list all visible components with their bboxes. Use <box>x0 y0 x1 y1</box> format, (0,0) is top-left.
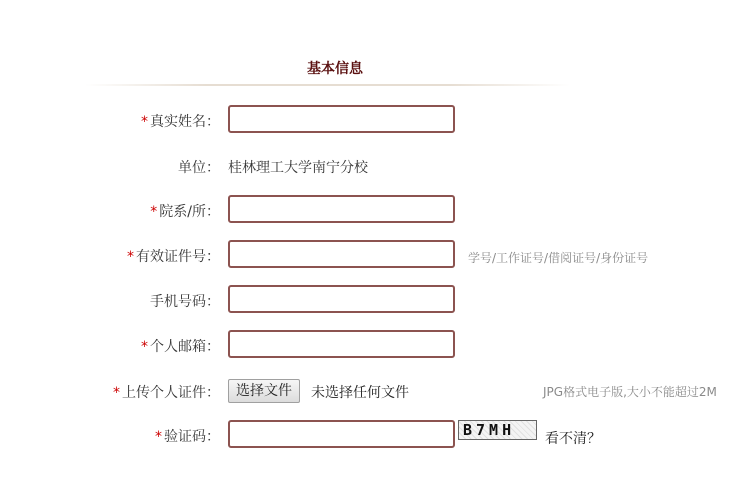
captcha-label <box>155 426 220 446</box>
id-number-label-text: 有效证件号： <box>136 249 220 265</box>
form-row-captcha <box>0 420 749 450</box>
captcha-refresh-link[interactable]: 看不清？ <box>545 431 601 447</box>
department-label-text: 院系/所： <box>159 204 220 220</box>
real-name-input[interactable] <box>228 105 455 133</box>
required-mark: * <box>141 114 148 130</box>
captcha-label-text: 验证码： <box>164 429 220 445</box>
form-row-id-number <box>0 240 749 270</box>
form-row-email <box>0 330 749 360</box>
form-row-upload <box>0 379 749 409</box>
phone-label: 手机号码： <box>150 294 220 310</box>
upload-label-text: 上传个人证件： <box>122 385 220 401</box>
unit-value: 桂林理工大学南宁分校 <box>228 160 368 176</box>
captcha-input[interactable] <box>228 420 455 448</box>
upload-label <box>113 382 220 402</box>
required-mark: * <box>113 385 120 401</box>
file-status: 未选择任何文件 <box>311 385 409 401</box>
form-row-department <box>0 195 749 225</box>
required-mark: * <box>127 249 134 265</box>
required-mark: * <box>150 204 158 220</box>
real-name-label-text: 真实姓名： <box>150 114 220 130</box>
department-input[interactable] <box>228 195 455 223</box>
id-number-input[interactable] <box>228 240 455 268</box>
id-number-hint: 学号/工作证号/借阅证号/身份证号 <box>468 251 649 265</box>
upload-hint: JPG格式电子版,大小不能超过2M <box>543 385 717 399</box>
required-mark: * <box>155 429 162 445</box>
email-input[interactable] <box>228 330 455 358</box>
id-number-label <box>127 246 220 266</box>
real-name-label <box>141 111 220 131</box>
email-label-text: 个人邮箱： <box>150 339 220 355</box>
captcha-image[interactable]: B7MH <box>458 420 537 440</box>
department-label <box>150 201 220 221</box>
choose-file-button[interactable]: 选择文件 <box>228 379 300 403</box>
unit-label: 单位： <box>178 160 220 176</box>
email-label <box>141 336 220 356</box>
phone-input[interactable] <box>228 285 455 313</box>
form-row-real-name <box>0 105 749 135</box>
title-divider <box>85 84 570 86</box>
form-row-phone <box>0 285 749 315</box>
form-row-unit <box>0 151 749 181</box>
required-mark: * <box>141 339 148 355</box>
section-title: 基本信息 <box>307 61 363 77</box>
